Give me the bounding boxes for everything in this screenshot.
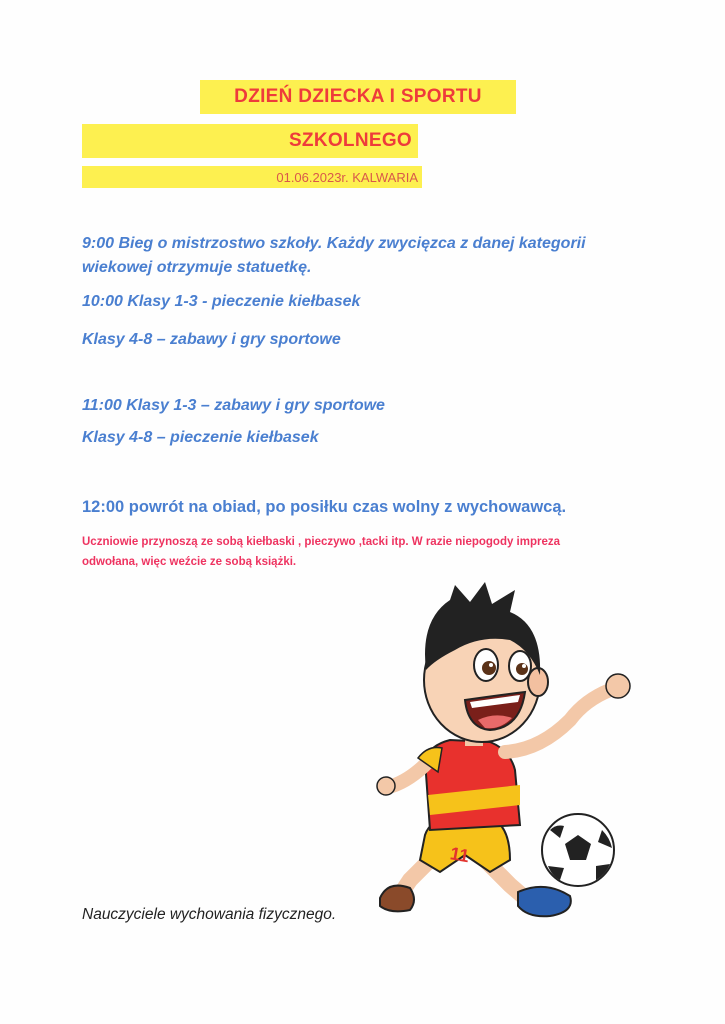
note	[82, 532, 642, 572]
signature: Nauczyciele wychowania fizycznego.	[82, 906, 337, 923]
note-line-2: odwołana, więc weźcie ze sobą książki.	[82, 556, 297, 568]
title-line-1-highlight	[200, 80, 516, 114]
schedule-item-4: 11:00 Klasy 1-3 – zabawy i gry sportowe	[82, 397, 385, 414]
note-line-1: Uczniowie przynoszą ze sobą kiełbaski , pieczywo ,tacki itp. W razie niepogody impreza	[82, 536, 561, 548]
schedule-item-1	[82, 232, 586, 280]
schedule-item-6: 12:00 powrót na obiad, po posiłku czas wolny z wychowawcą.	[82, 498, 567, 516]
schedule-item-1-line-1: 9:00 Bieg o mistrzostwo szkoły. Każdy zwycięzca z danej kategorii	[82, 235, 586, 252]
title-line-2: SZKOLNEGO	[288, 130, 412, 151]
title-line-2-highlight	[82, 124, 418, 158]
jersey-number: 11	[448, 843, 471, 867]
schedule-item-5: Klasy 4-8 – pieczenie kiełbasek	[82, 429, 319, 446]
schedule-item-3: Klasy 4-8 – zabawy i gry sportowe	[82, 331, 341, 348]
schedule-item-1-line-2: wiekowej otrzymuje statuetkę.	[82, 259, 312, 276]
title-line-1: DZIEŃ DZIECKA I SPORTU	[234, 86, 482, 107]
boy-playing-football-illustration	[370, 580, 640, 925]
date-highlight	[82, 166, 422, 188]
schedule-item-2: 10:00 Klasy 1-3 - pieczenie kiełbasek	[82, 293, 361, 310]
date-place: 01.06.2023r. KALWARIA	[276, 169, 418, 185]
